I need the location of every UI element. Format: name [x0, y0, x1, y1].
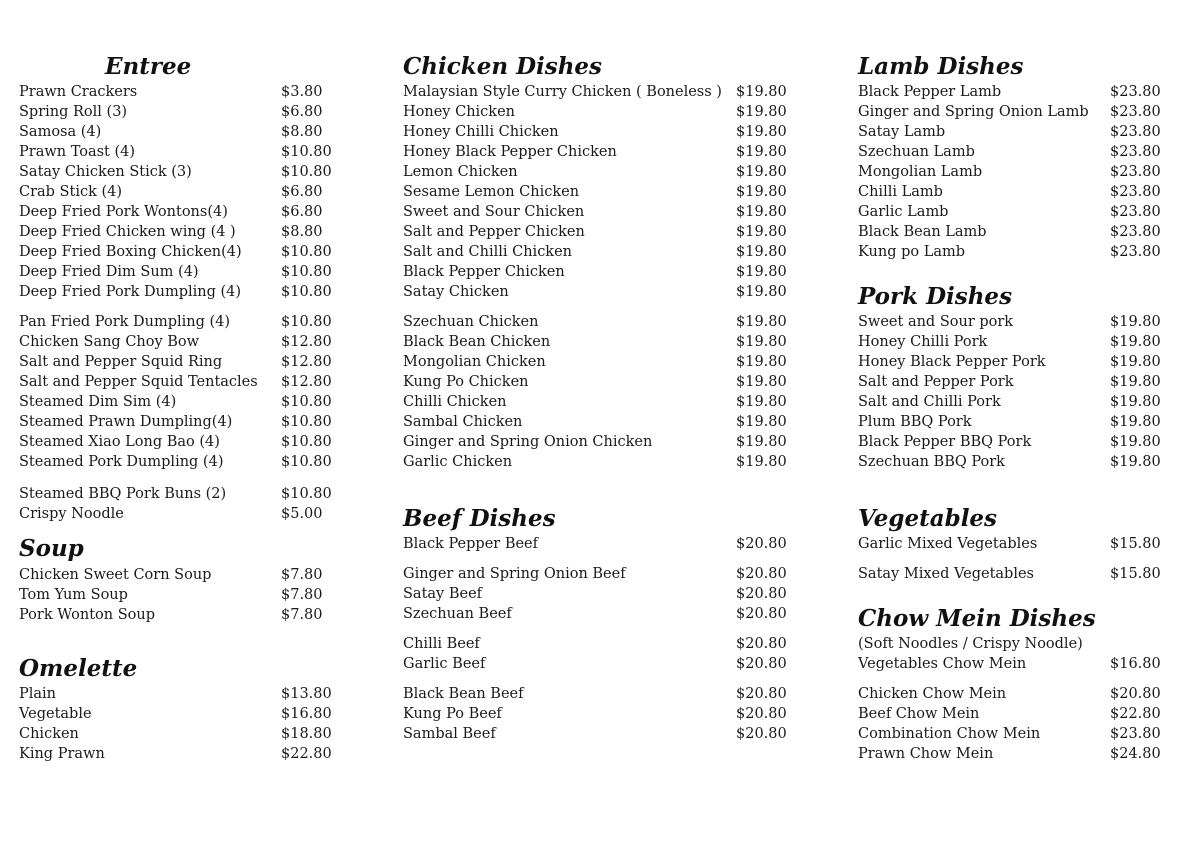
lamb-menu-item	[858, 162, 1170, 182]
chowmein-heading: Chow Mein Dishes	[858, 605, 1096, 632]
entree-menu-item	[19, 484, 341, 504]
item-price: $12.80	[281, 334, 332, 350]
item-name: Deep Fried Chicken wing (4 )	[19, 224, 236, 240]
item-name: Honey Chilli Pork	[858, 334, 988, 350]
entree-menu-item	[19, 372, 341, 392]
pork-menu-item	[858, 312, 1170, 332]
item-name: Kung po Lamb	[858, 244, 966, 260]
item-name: Satay Beef	[403, 586, 483, 602]
lamb-menu-item	[858, 202, 1170, 222]
omelette-heading: Omelette	[19, 655, 138, 682]
entree-heading: Entree	[105, 53, 192, 80]
item-name: Szechuan BBQ Pork	[858, 454, 1005, 470]
item-price: $19.80	[736, 284, 787, 300]
chicken-heading: Chicken Dishes	[403, 53, 603, 80]
item-name: Vegetable	[19, 706, 92, 722]
item-name: Szechuan Chicken	[403, 314, 539, 330]
item-price: $15.80	[1110, 566, 1161, 582]
item-price: $20.80	[736, 586, 787, 602]
omelette-menu-item	[19, 724, 341, 744]
item-name: Deep Fried Pork Dumpling (4)	[19, 284, 242, 300]
chicken-menu-item	[403, 352, 796, 372]
item-price: $8.80	[281, 124, 323, 140]
beef-menu-item	[403, 684, 796, 704]
item-name: Salt and Pepper Squid Tentacles	[19, 374, 258, 390]
item-price: $20.80	[1110, 686, 1161, 702]
chicken-menu-item	[403, 412, 796, 432]
item-price: $23.80	[1110, 104, 1161, 120]
item-price: $19.80	[736, 124, 787, 140]
item-name: Salt and Pepper Chicken	[403, 224, 585, 240]
item-price: $19.80	[736, 224, 787, 240]
item-name: Black Bean Chicken	[403, 334, 551, 350]
item-price: $13.80	[281, 686, 332, 702]
item-name: Malaysian Style Curry Chicken ( Boneless )	[403, 84, 722, 100]
item-price: $10.80	[281, 244, 332, 260]
beef-menu-item	[403, 564, 796, 584]
item-price: $10.80	[281, 394, 332, 410]
item-price: $6.80	[281, 204, 323, 220]
item-name: Black Pepper Beef	[403, 536, 539, 552]
pork-menu-item	[858, 432, 1170, 452]
item-price: $19.80	[1110, 454, 1161, 470]
pork-menu-item	[858, 392, 1170, 412]
entree-menu-item	[19, 242, 341, 262]
pork-heading: Pork Dishes	[858, 283, 1013, 310]
item-price: $19.80	[736, 334, 787, 350]
item-price: $23.80	[1110, 726, 1161, 742]
entree-menu-item	[19, 262, 341, 282]
item-name: Vegetables Chow Mein	[858, 656, 1027, 672]
chowmein-menu-item	[858, 704, 1170, 724]
item-name: Satay Chicken Stick (3)	[19, 164, 192, 180]
beef-menu-item	[403, 534, 796, 554]
item-price: $15.80	[1110, 536, 1161, 552]
lamb-menu-item	[858, 142, 1170, 162]
item-name: Honey Chicken	[403, 104, 515, 120]
item-price: $19.80	[736, 184, 787, 200]
item-price: $10.80	[281, 314, 332, 330]
item-price: $19.80	[736, 314, 787, 330]
item-name: Plain	[19, 686, 57, 702]
item-name: Sambal Beef	[403, 726, 496, 742]
item-price: $12.80	[281, 354, 332, 370]
item-price: $10.80	[281, 454, 332, 470]
item-price: $12.80	[281, 374, 332, 390]
item-price: $10.80	[281, 164, 332, 180]
chowmein-menu-item	[858, 724, 1170, 744]
lamb-menu-item	[858, 222, 1170, 242]
vegetables-menu-item	[858, 564, 1170, 584]
item-name: Salt and Pepper Pork	[858, 374, 1014, 390]
item-name: Steamed Dim Sim (4)	[19, 394, 177, 410]
beef-menu-item	[403, 634, 796, 654]
item-name: Crispy Noodle	[19, 506, 124, 522]
item-price: $19.80	[736, 244, 787, 260]
chicken-menu-item	[403, 332, 796, 352]
item-price: $19.80	[736, 104, 787, 120]
item-name: Samosa (4)	[19, 124, 102, 140]
entree-menu-item	[19, 222, 341, 242]
item-price: $10.80	[281, 284, 332, 300]
chowmein-note: (Soft Noodles / Crispy Noodle)	[858, 636, 1083, 652]
item-price: $19.80	[736, 264, 787, 280]
chicken-menu-item	[403, 262, 796, 282]
item-name: King Prawn	[19, 746, 105, 762]
vegetables-heading: Vegetables	[858, 505, 998, 532]
item-name: Pork Wonton Soup	[19, 607, 156, 623]
chowmein-menu-item	[858, 744, 1170, 764]
chicken-menu-item	[403, 102, 796, 122]
pork-menu-item	[858, 452, 1170, 472]
lamb-menu-item	[858, 182, 1170, 202]
item-price: $23.80	[1110, 184, 1161, 200]
item-name: Deep Fried Pork Wontons(4)	[19, 204, 228, 220]
entree-menu-item	[19, 142, 341, 162]
item-price: $19.80	[1110, 434, 1161, 450]
lamb-menu-item	[858, 82, 1170, 102]
item-name: Chicken Chow Mein	[858, 686, 1007, 702]
item-price: $7.80	[281, 567, 323, 583]
item-name: Plum BBQ Pork	[858, 414, 972, 430]
item-name: Satay Lamb	[858, 124, 946, 140]
item-price: $23.80	[1110, 204, 1161, 220]
item-name: Garlic Mixed Vegetables	[858, 536, 1038, 552]
item-price: $19.80	[736, 434, 787, 450]
item-name: Salt and Chilli Pork	[858, 394, 1001, 410]
entree-menu-item	[19, 162, 341, 182]
lamb-menu-item	[858, 242, 1170, 262]
item-name: Satay Mixed Vegetables	[858, 566, 1034, 582]
item-name: Sesame Lemon Chicken	[403, 184, 580, 200]
item-name: Black Bean Beef	[403, 686, 524, 702]
beef-menu-item	[403, 724, 796, 744]
entree-menu-item	[19, 182, 341, 202]
item-name: Chicken Sang Choy Bow	[19, 334, 200, 350]
item-price: $19.80	[1110, 354, 1161, 370]
item-name: Satay Chicken	[403, 284, 509, 300]
item-price: $19.80	[1110, 314, 1161, 330]
entree-menu-item	[19, 122, 341, 142]
item-name: Chilli Beef	[403, 636, 480, 652]
item-name: Crab Stick (4)	[19, 184, 123, 200]
chicken-menu-item	[403, 182, 796, 202]
chicken-menu-item	[403, 242, 796, 262]
item-price: $19.80	[1110, 334, 1161, 350]
item-name: Ginger and Spring Onion Beef	[403, 566, 626, 582]
item-price: $10.80	[281, 264, 332, 280]
item-price: $7.80	[281, 587, 323, 603]
item-name: Kung Po Beef	[403, 706, 502, 722]
item-name: Spring Roll (3)	[19, 104, 128, 120]
item-price: $22.80	[281, 746, 332, 762]
item-price: $19.80	[736, 454, 787, 470]
lamb-menu-item	[858, 122, 1170, 142]
item-name: Combination Chow Mein	[858, 726, 1041, 742]
entree-menu-item	[19, 412, 341, 432]
item-name: Mongolian Chicken	[403, 354, 546, 370]
item-price: $10.80	[281, 414, 332, 430]
lamb-heading: Lamb Dishes	[858, 53, 1024, 80]
item-price: $20.80	[736, 706, 787, 722]
beef-menu-item	[403, 654, 796, 674]
soup-menu-item	[19, 565, 341, 585]
entree-menu-item	[19, 202, 341, 222]
item-name: Ginger and Spring Onion Lamb	[858, 104, 1089, 120]
item-name: Steamed Pork Dumpling (4)	[19, 454, 224, 470]
item-name: Black Bean Lamb	[858, 224, 987, 240]
item-price: $3.80	[281, 84, 323, 100]
pork-menu-item	[858, 352, 1170, 372]
omelette-menu-item	[19, 744, 341, 764]
pork-menu-item	[858, 332, 1170, 352]
chicken-menu-item	[403, 222, 796, 242]
item-name: Prawn Toast (4)	[19, 144, 136, 160]
item-name: Szechuan Beef	[403, 606, 512, 622]
omelette-menu-item	[19, 704, 341, 724]
soup-menu-item	[19, 605, 341, 625]
item-name: Salt and Pepper Squid Ring	[19, 354, 223, 370]
item-name: Steamed Xiao Long Bao (4)	[19, 434, 220, 450]
item-name: Pan Fried Pork Dumpling (4)	[19, 314, 231, 330]
item-price: $19.80	[736, 144, 787, 160]
item-name: Steamed BBQ Pork Buns (2)	[19, 486, 227, 502]
item-price: $23.80	[1110, 244, 1161, 260]
item-price: $16.80	[1110, 656, 1161, 672]
chicken-menu-item	[403, 392, 796, 412]
item-price: $19.80	[736, 354, 787, 370]
chicken-menu-item	[403, 142, 796, 162]
item-name: Szechuan Lamb	[858, 144, 975, 160]
item-name: Garlic Beef	[403, 656, 486, 672]
item-name: Kung Po Chicken	[403, 374, 529, 390]
item-name: Honey Black Pepper Chicken	[403, 144, 617, 160]
item-price: $24.80	[1110, 746, 1161, 762]
item-price: $20.80	[736, 566, 787, 582]
item-price: $5.00	[281, 506, 323, 522]
pork-menu-item	[858, 372, 1170, 392]
item-name: Deep Fried Boxing Chicken(4)	[19, 244, 242, 260]
item-name: Chilli Chicken	[403, 394, 507, 410]
item-price: $10.80	[281, 144, 332, 160]
item-price: $6.80	[281, 104, 323, 120]
item-name: Sweet and Sour Chicken	[403, 204, 585, 220]
item-price: $23.80	[1110, 164, 1161, 180]
entree-menu-item	[19, 392, 341, 412]
item-name: Honey Black Pepper Pork	[858, 354, 1046, 370]
soup-menu-item	[19, 585, 341, 605]
item-price: $6.80	[281, 184, 323, 200]
item-name: Steamed Prawn Dumpling(4)	[19, 414, 233, 430]
entree-menu-item	[19, 102, 341, 122]
item-price: $23.80	[1110, 84, 1161, 100]
item-name: Sweet and Sour pork	[858, 314, 1014, 330]
beef-menu-item	[403, 704, 796, 724]
item-name: Deep Fried Dim Sum (4)	[19, 264, 199, 280]
item-name: Lemon Chicken	[403, 164, 518, 180]
item-name: Salt and Chilli Chicken	[403, 244, 573, 260]
item-price: $20.80	[736, 536, 787, 552]
pork-menu-item	[858, 412, 1170, 432]
item-price: $19.80	[1110, 394, 1161, 410]
item-price: $19.80	[1110, 374, 1161, 390]
item-price: $20.80	[736, 636, 787, 652]
item-price: $19.80	[736, 374, 787, 390]
omelette-menu-item	[19, 684, 341, 704]
item-price: $16.80	[281, 706, 332, 722]
item-name: Sambal Chicken	[403, 414, 523, 430]
item-name: Mongolian Lamb	[858, 164, 983, 180]
item-price: $20.80	[736, 726, 787, 742]
entree-menu-item	[19, 432, 341, 452]
chicken-menu-item	[403, 432, 796, 452]
item-name: Chilli Lamb	[858, 184, 943, 200]
item-name: Beef Chow Mein	[858, 706, 980, 722]
item-price: $8.80	[281, 224, 323, 240]
item-name: Tom Yum Soup	[19, 587, 128, 603]
chicken-menu-item	[403, 122, 796, 142]
item-name: Chicken Sweet Corn Soup	[19, 567, 212, 583]
item-name: Ginger and Spring Onion Chicken	[403, 434, 653, 450]
lamb-menu-item	[858, 102, 1170, 122]
chicken-menu-item	[403, 372, 796, 392]
item-price: $18.80	[281, 726, 332, 742]
item-price: $7.80	[281, 607, 323, 623]
item-price: $23.80	[1110, 124, 1161, 140]
item-price: $20.80	[736, 606, 787, 622]
beef-heading: Beef Dishes	[403, 505, 556, 532]
item-price: $23.80	[1110, 224, 1161, 240]
beef-menu-item	[403, 604, 796, 624]
chowmein-menu-item	[858, 654, 1170, 674]
chicken-menu-item	[403, 82, 796, 102]
entree-menu-item	[19, 352, 341, 372]
entree-menu-item	[19, 82, 341, 102]
chicken-menu-item	[403, 162, 796, 182]
item-price: $19.80	[736, 204, 787, 220]
item-name: Garlic Chicken	[403, 454, 513, 470]
item-price: $20.80	[736, 686, 787, 702]
item-name: Black Pepper Lamb	[858, 84, 1002, 100]
item-name: Prawn Crackers	[19, 84, 138, 100]
chicken-menu-item	[403, 452, 796, 472]
item-price: $19.80	[736, 164, 787, 180]
item-name: Honey Chilli Chicken	[403, 124, 559, 140]
item-price: $10.80	[281, 434, 332, 450]
chowmein-menu-item	[858, 684, 1170, 704]
vegetables-menu-item	[858, 534, 1170, 554]
entree-menu-item	[19, 312, 341, 332]
item-price: $19.80	[1110, 414, 1161, 430]
item-name: Chicken	[19, 726, 79, 742]
item-price: $19.80	[736, 84, 787, 100]
item-name: Black Pepper Chicken	[403, 264, 565, 280]
item-name: Black Pepper BBQ Pork	[858, 434, 1032, 450]
item-name: Prawn Chow Mein	[858, 746, 994, 762]
beef-menu-item	[403, 584, 796, 604]
item-price: $20.80	[736, 656, 787, 672]
entree-menu-item	[19, 504, 341, 524]
chicken-menu-item	[403, 202, 796, 222]
soup-heading: Soup	[19, 535, 84, 562]
item-name: Garlic Lamb	[858, 204, 949, 220]
item-price: $10.80	[281, 486, 332, 502]
entree-menu-item	[19, 282, 341, 302]
entree-menu-item	[19, 452, 341, 472]
item-price: $22.80	[1110, 706, 1161, 722]
item-price: $23.80	[1110, 144, 1161, 160]
item-price: $19.80	[736, 394, 787, 410]
chicken-menu-item	[403, 312, 796, 332]
chicken-menu-item	[403, 282, 796, 302]
entree-menu-item	[19, 332, 341, 352]
item-price: $19.80	[736, 414, 787, 430]
